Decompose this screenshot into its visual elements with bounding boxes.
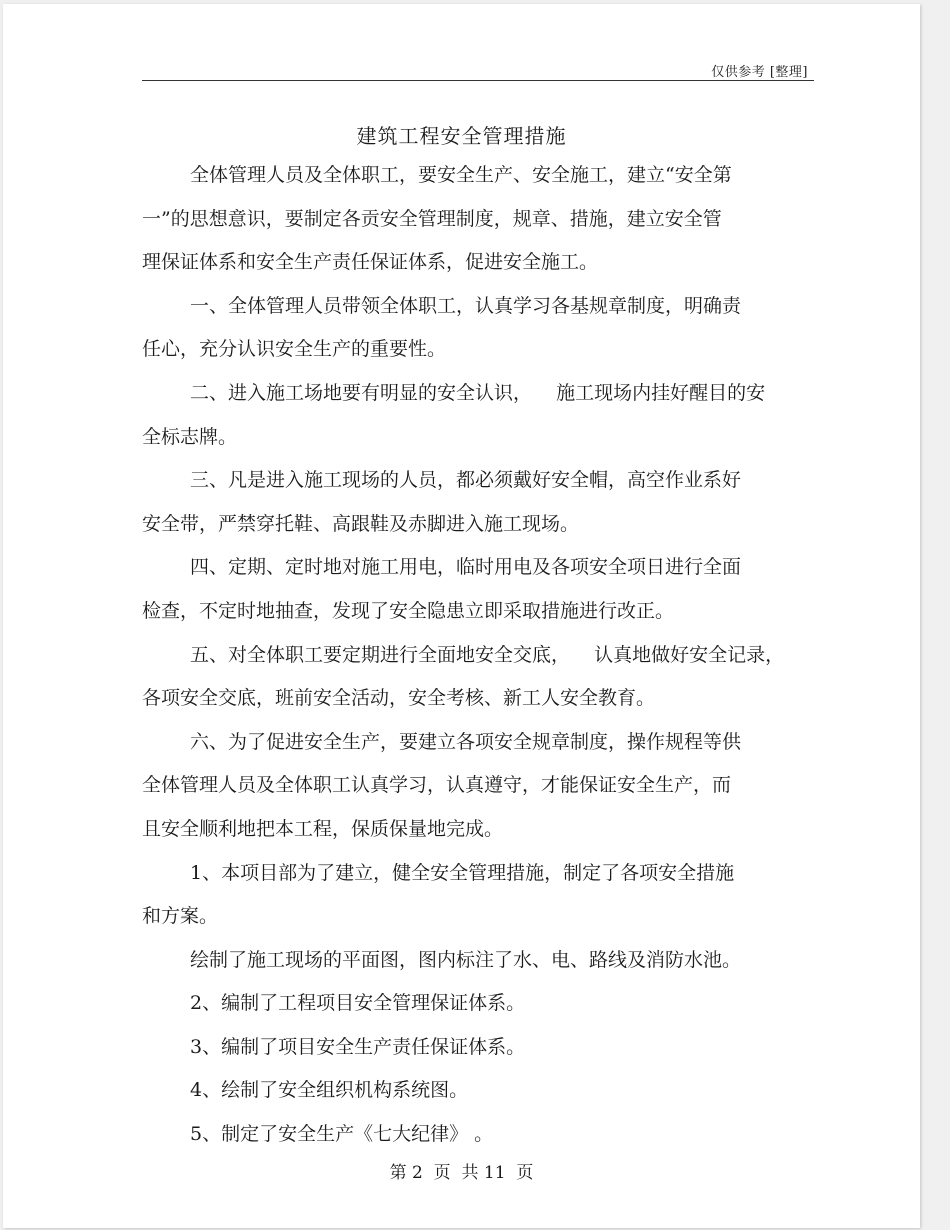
body-line: 3、编制了项目安全生产责任保证体系。 — [190, 1035, 526, 1058]
body-line: 5、制定了安全生产《七大纪律》 。 — [190, 1123, 494, 1146]
body-line: 且安全顺利地把本工程，保质保量地完成。 — [142, 817, 504, 840]
body-line: 一”的思想意识，要制定各贡安全管理制度，规章、措施，建立安全管 — [142, 207, 722, 230]
header-note: 仅供参考 [整理] — [711, 65, 808, 80]
body-line: 三、凡是进入施工现场的人员，都必须戴好安全帽，高空作业系好 — [190, 469, 742, 492]
body-line: 和方案。 — [142, 905, 219, 928]
body-line: 全标志牌。 — [142, 425, 238, 448]
document-body — [142, 154, 814, 1157]
body-line: 2、编制了工程项目安全管理保证体系。 — [190, 992, 526, 1015]
body-line: 检查，不定时地抽查，发现了安全隐患立即采取措施进行改正。 — [142, 599, 675, 622]
body-line: 绘制了施工现场的平面图，图内标注了水、电、路线及消防水池。 — [190, 948, 742, 971]
body-line: 五、对全体职工要定期进行全面地安全交底， 认真地做好安全记录， — [190, 643, 785, 666]
body-line: 六、为了促进安全生产，要建立各项安全规章制度，操作规程等供 — [190, 730, 742, 753]
body-line: 全体管理人员及全体职工，要安全生产、安全施工，建立“安全第 — [190, 164, 732, 186]
document-title: 建筑工程安全管理措施 — [356, 124, 567, 148]
body-line: 全体管理人员及全体职工认真学习，认真遵守，才能保证安全生产，而 — [142, 774, 732, 797]
document-page — [3, 4, 920, 1228]
body-line: 一、全体管理人员带领全体职工，认真学习各基规章制度，明确责 — [190, 294, 742, 317]
body-line: 理保证体系和安全生产责任保证体系，促进安全施工。 — [142, 251, 599, 274]
body-line: 任心，充分认识安全生产的重要性。 — [142, 338, 447, 361]
page-number-footer: 第 2 页 共 11 页 — [389, 1163, 534, 1183]
body-line: 1、本项目部为了建立，健全安全管理措施，制定了各项安全措施 — [190, 861, 735, 884]
header-divider — [142, 80, 814, 81]
body-line: 安全带，严禁穿托鞋、高跟鞋及赤脚进入施工现场。 — [142, 512, 580, 535]
body-line: 四、定期、定时地对施工用电，临时用电及各项安全项日进行全面 — [190, 556, 742, 579]
body-line: 各项安全交底，班前安全活动，安全考核、新工人安全教育。 — [142, 687, 656, 710]
body-line: 4、绘制了安全组织机构系统图。 — [190, 1079, 469, 1102]
body-line: 二、进入施工场地要有明显的安全认识， 施工现场内挂好醒目的安 — [190, 381, 766, 404]
